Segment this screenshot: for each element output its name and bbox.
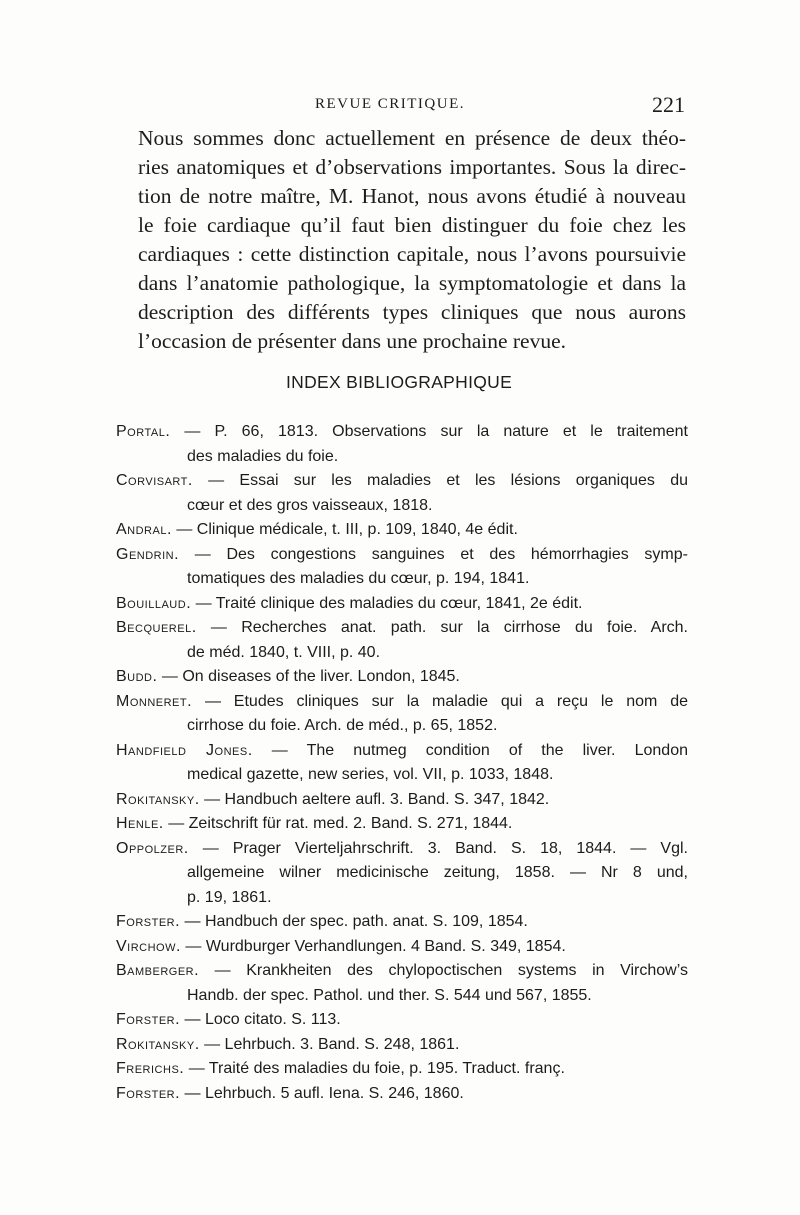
- entry-text: p. 19, 1861.: [187, 888, 272, 906]
- bibliography-entry: [116, 812, 688, 837]
- entry-line: [116, 420, 688, 445]
- entry-line: [116, 543, 688, 568]
- entry-author: Forster.: [116, 1011, 181, 1028]
- entry-line: [116, 1082, 688, 1107]
- entry-text: — Lehrbuch. 5 aufl. Iena. S. 246, 1860.: [184, 1084, 464, 1102]
- bibliography-entry: [116, 592, 688, 617]
- entry-author: Handfield Jones.: [116, 741, 253, 759]
- body-line: description des différents types cliniques que nous aurons: [138, 300, 686, 324]
- entry-author: Virchow.: [116, 937, 181, 955]
- entry-text: — Des congestions sanguines et des hémorrhagies symp-: [194, 545, 688, 563]
- entry-text: — P. 66, 1813. Observations sur la nature et le traitement: [184, 423, 688, 440]
- entry-text: des maladies du foie.: [187, 447, 339, 465]
- entry-line: [116, 763, 688, 788]
- bibliography-entry: [116, 935, 688, 960]
- page-number: 221: [652, 92, 685, 117]
- entry-text: — On diseases of the liver. London, 1845.: [161, 668, 460, 685]
- body-line: cardiaques : cette distinction capitale, nous l’avons poursuivie: [138, 242, 686, 266]
- entry-author: Portal.: [116, 423, 171, 440]
- entry-line: [116, 518, 688, 543]
- bibliography-entry: [116, 665, 688, 690]
- entry-author: Gendrin.: [116, 545, 180, 563]
- bibliography-entry: [116, 543, 688, 592]
- entry-line: [116, 935, 688, 960]
- entry-line: [116, 984, 688, 1009]
- page-header: [135, 92, 685, 122]
- entry-author: Becquerel.: [116, 619, 197, 636]
- bibliography-entry: [116, 690, 688, 739]
- entry-text: — Essai sur les maladies et les lésions organiques du: [208, 472, 688, 489]
- bibliography-entry: [116, 420, 688, 469]
- entry-text: — Recherches anat. path. sur la cirrhose du foie. Arch.: [210, 619, 689, 636]
- body-line: dans l’anatomie pathologique, la symptomatologie et dans la: [138, 271, 686, 295]
- entry-line: [116, 1008, 688, 1033]
- entry-text: — Wurdburger Verhandlungen. 4 Band. S. 349, 1854.: [185, 937, 566, 955]
- entry-text: — The nutmeg condition of the liver. London: [271, 741, 688, 759]
- body-paragraph: [138, 124, 686, 356]
- bibliography-entry: [116, 739, 688, 788]
- entry-text: — Clinique médicale, t. III, p. 109, 1840, 4e édit.: [176, 521, 518, 538]
- entry-line: [116, 1033, 688, 1058]
- entry-line: [116, 641, 688, 666]
- entry-line: [116, 592, 688, 617]
- entry-line: [116, 665, 688, 690]
- entry-line: [116, 812, 688, 837]
- entry-text: — Etudes cliniques sur la maladie qui a reçu le nom de: [204, 692, 688, 710]
- bibliography-entry: [116, 788, 688, 813]
- entry-text: de méd. 1840, t. VIII, p. 40.: [187, 643, 381, 661]
- bibliography-entry: [116, 1033, 688, 1058]
- entry-line: [116, 567, 688, 592]
- entry-author: Frerichs.: [116, 1060, 185, 1077]
- entry-author: Henle.: [116, 815, 164, 832]
- entry-line: [116, 1057, 688, 1082]
- entry-text: tomatiques des maladies du cœur, p. 194, 1841.: [187, 570, 530, 587]
- body-line: tion de notre maître, M. Hanot, nous avons étudié à nouveau: [138, 184, 686, 208]
- entry-line: [116, 886, 688, 911]
- bibliography-entry: [116, 1082, 688, 1107]
- entry-text: — Zeitschrift für rat. med. 2. Band. S. 271, 1844.: [168, 815, 513, 832]
- entry-line: [116, 959, 688, 984]
- entry-text: — Traité clinique des maladies du cœur, 1841, 2e édit.: [195, 594, 583, 612]
- entry-line: [116, 861, 688, 886]
- entry-line: [116, 494, 688, 519]
- entry-author: Corvisart.: [116, 472, 193, 489]
- bibliography-entry: [116, 837, 688, 911]
- bibliography-list: [116, 420, 688, 1106]
- entry-line: [116, 445, 688, 470]
- entry-line: [116, 739, 688, 764]
- entry-line: [116, 714, 688, 739]
- entry-text: — Handbuch aeltere aufl. 3. Band. S. 347, 1842.: [204, 790, 550, 808]
- entry-author: Bouillaud.: [116, 594, 192, 612]
- entry-text: Handb. der spec. Pathol. und ther. S. 544 und 567, 1855.: [187, 986, 592, 1004]
- entry-author: Budd.: [116, 668, 158, 685]
- entry-author: Forster.: [116, 1084, 181, 1102]
- entry-line: [116, 910, 688, 935]
- entry-text: — Traité des maladies du foie, p. 195. Traduct. franç.: [188, 1060, 565, 1077]
- body-line: Nous sommes donc actuellement en présence de deux théo-: [138, 126, 686, 150]
- entry-line: [116, 690, 688, 715]
- entry-author: Rokitansky.: [116, 1035, 200, 1053]
- bibliography-entry: [116, 616, 688, 665]
- entry-text: — Prager Vierteljahrschrift. 3. Band. S. 18, 1844. — Vgl.: [202, 839, 688, 857]
- entry-text: cœur et des gros vaisseaux, 1818.: [187, 496, 433, 514]
- bibliography-entry: [116, 959, 688, 1008]
- entry-text: — Loco citato. S. 113.: [184, 1011, 341, 1028]
- entry-author: Bamberger.: [116, 962, 200, 979]
- entry-author: Monneret.: [116, 692, 193, 710]
- bibliography-entry: [116, 910, 688, 935]
- index-title: INDEX BIBLIOGRAPHIQUE: [286, 372, 513, 392]
- entry-line: [116, 469, 688, 494]
- entry-line: [116, 837, 688, 862]
- bibliography-entry: [116, 518, 688, 543]
- bibliography-entry: [116, 469, 688, 518]
- running-title: REVUE CRITIQUE.: [315, 96, 465, 112]
- entry-author: Oppolzer.: [116, 839, 189, 857]
- bibliography-entry: [116, 1057, 688, 1082]
- entry-author: Andral.: [116, 521, 172, 538]
- entry-text: — Krankheiten des chylopoctischen systems in Virchow’s: [214, 962, 688, 979]
- entry-text: cirrhose du foie. Arch. de méd., p. 65, 1852.: [187, 717, 498, 734]
- entry-text: allgemeine wilner medicinische zeitung, 1858. — Nr 8 und,: [187, 864, 688, 881]
- bibliography-entry: [116, 1008, 688, 1033]
- entry-line: [116, 616, 688, 641]
- body-line: le foie cardiaque qu’il faut bien distinguer du foie chez les: [138, 213, 686, 237]
- entry-text: — Handbuch der spec. path. anat. S. 109, 1854.: [184, 913, 528, 930]
- body-line: ries anatomiques et d’observations importantes. Sous la direc-: [138, 155, 686, 179]
- entry-text: medical gazette, new series, vol. VII, p. 1033, 1848.: [187, 766, 554, 783]
- entry-author: Forster.: [116, 913, 181, 930]
- entry-line: [116, 788, 688, 813]
- body-line: l’occasion de présenter dans une prochaine revue.: [138, 329, 567, 353]
- entry-author: Rokitansky.: [116, 790, 200, 808]
- entry-text: — Lehrbuch. 3. Band. S. 248, 1861.: [204, 1035, 460, 1053]
